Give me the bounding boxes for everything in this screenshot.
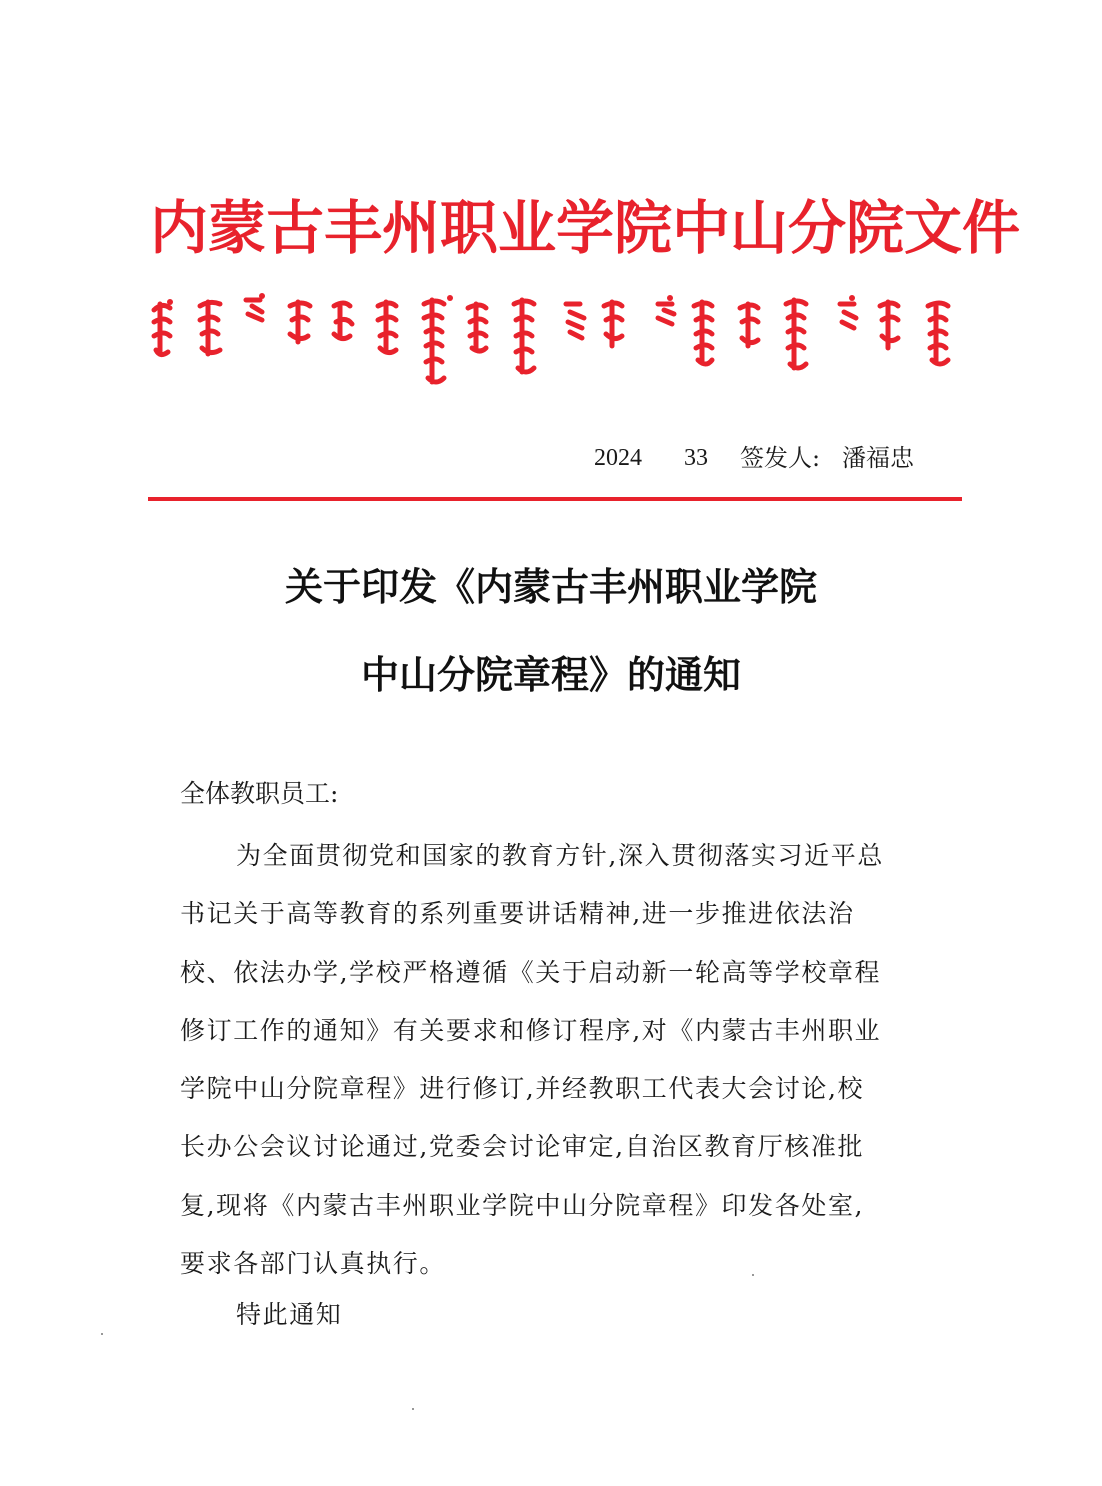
document-year: 2024 xyxy=(594,445,642,471)
scan-speck xyxy=(101,1333,103,1335)
body-line: 要求各部门认真执行。 xyxy=(180,1249,447,1279)
salutation: 全体教职员工: xyxy=(180,779,339,808)
signer-name: 潘福忠 xyxy=(842,444,914,472)
document-number-line xyxy=(560,440,930,476)
notice-body xyxy=(180,827,932,1293)
closing-remark: 特此通知 xyxy=(236,1300,343,1329)
header-title: 内蒙古丰州职业学院中山分院文件 xyxy=(150,194,1021,262)
body-line: 长办公会议讨论通过,党委会讨论审定,自治区教育厅核准批 xyxy=(180,1132,865,1162)
document-sequence-number: 33 xyxy=(684,445,708,471)
scan-speck xyxy=(412,1408,414,1410)
body-line: 复,现将《内蒙古丰州职业学院中山分院章程》印发各处室, xyxy=(180,1190,865,1220)
signer-label: 签发人: xyxy=(740,444,821,472)
body-line: 学院中山分院章程》进行修订,并经教职工代表大会讨论,校 xyxy=(180,1074,865,1104)
body-line: 为全面贯彻党和国家的教育方针,深入贯彻落实习近平总 xyxy=(236,841,884,870)
mongolian-script-logo xyxy=(150,292,960,392)
body-line: 书记关于高等教育的系列重要讲话精神,进一步推进依法治 xyxy=(180,899,855,929)
body-line: 修订工作的通知》有关要求和修订程序,对《内蒙古丰州职业 xyxy=(180,1015,882,1045)
scan-speck xyxy=(752,1274,754,1276)
notice-title-line-2: 中山分院章程》的通知 xyxy=(360,653,741,697)
red-divider-line xyxy=(148,497,962,501)
notice-title-line-1: 关于印发《内蒙古丰州职业学院 xyxy=(284,565,817,609)
body-line: 校、依法办学,学校严格遵循《关于启动新一轮高等学校章程 xyxy=(180,957,882,987)
